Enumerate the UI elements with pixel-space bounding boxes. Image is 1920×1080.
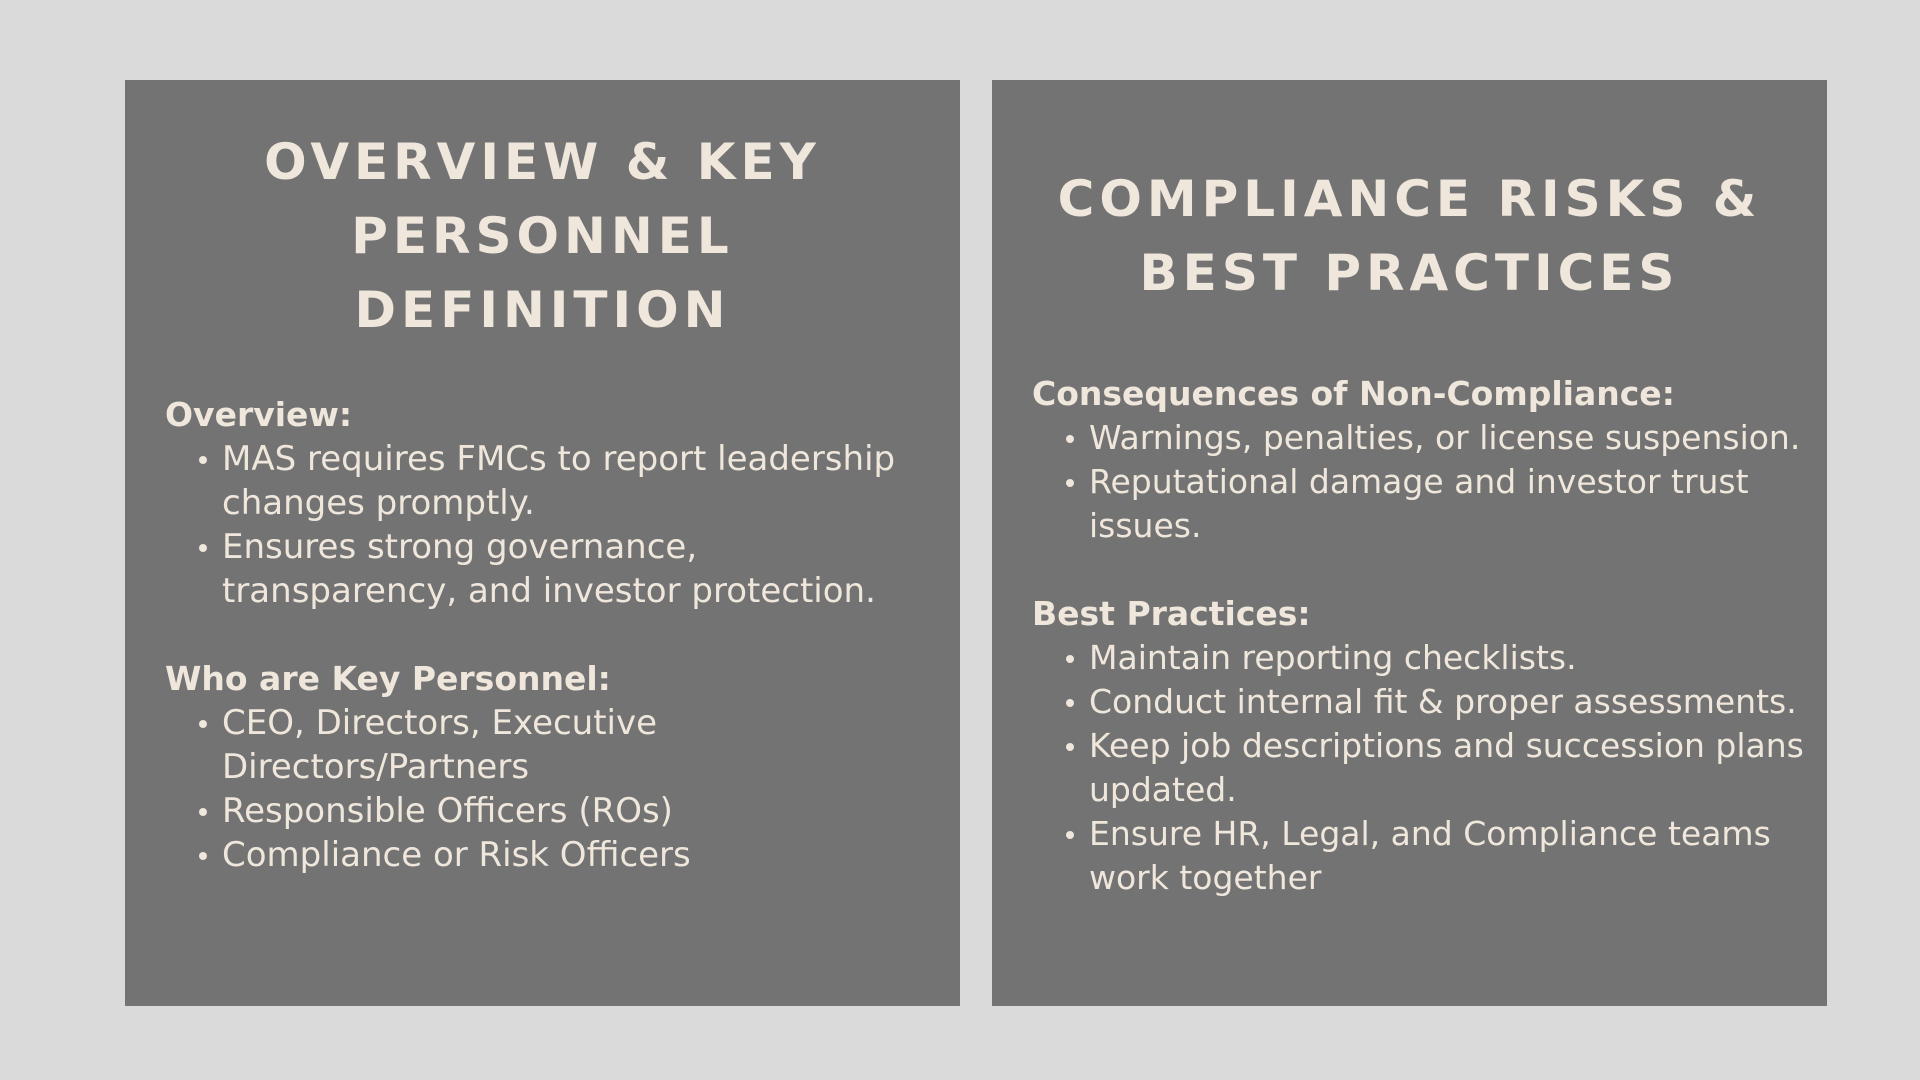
list-item: Maintain reporting checklists. <box>1089 636 1827 680</box>
key-personnel-list <box>125 701 960 877</box>
consequences-list <box>992 416 1827 548</box>
list-item: Keep job descriptions and succession plans updated. <box>1089 724 1827 812</box>
list-item: Compliance or Risk Officers <box>222 833 960 877</box>
overview-list <box>125 437 960 613</box>
overview-panel <box>125 80 960 1006</box>
list-item: Responsible Officers (ROs) <box>222 789 960 833</box>
best-practices-list <box>992 636 1827 900</box>
list-item: MAS requires FMCs to report leadership changes promptly. <box>222 437 960 525</box>
best-practices-heading: Best Practices: <box>1032 594 1311 633</box>
overview-panel-title: OVERVIEW & KEY PERSONNEL DEFINITION <box>264 133 821 339</box>
list-item: Ensures strong governance, transparency, and investor protection. <box>222 525 960 613</box>
consequences-heading: Consequences of Non-Compliance: <box>1032 374 1675 413</box>
compliance-panel <box>992 80 1827 1006</box>
list-item: Warnings, penalties, or license suspension. <box>1089 416 1827 460</box>
list-item: Ensure HR, Legal, and Compliance teams work together <box>1089 812 1827 900</box>
compliance-panel-title: COMPLIANCE RISKS & BEST PRACTICES <box>1057 170 1762 302</box>
key-personnel-heading: Who are Key Personnel: <box>165 659 611 698</box>
list-item: Reputational damage and investor trust issues. <box>1089 460 1827 548</box>
overview-heading: Overview: <box>165 395 353 434</box>
list-item: CEO, Directors, Executive Directors/Partners <box>222 701 960 789</box>
list-item: Conduct internal fit & proper assessments. <box>1089 680 1827 724</box>
